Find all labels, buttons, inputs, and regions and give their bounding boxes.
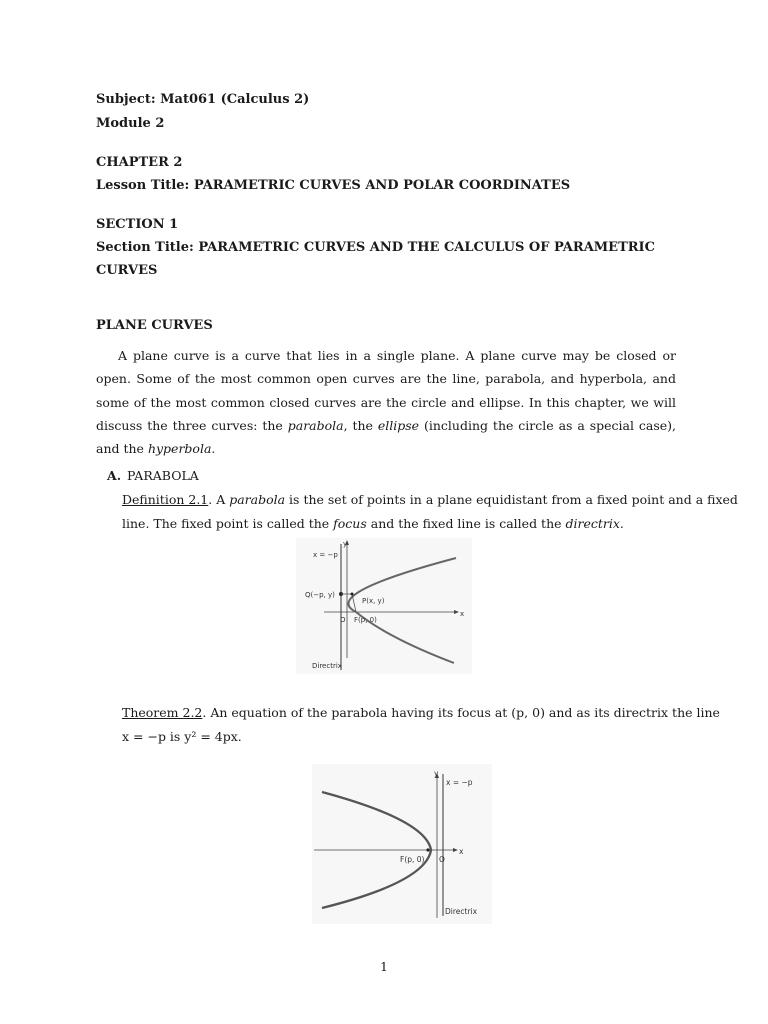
def-text-cont: is the set of points in a plane equidistant from a fixed point and a fixed — [285, 492, 738, 507]
section-title-label: Section Title: — [96, 240, 194, 255]
def-directrix: directrix — [565, 516, 620, 531]
intro-text: A plane curve is a curve that lies in a single plane. A plane curve may be closed or open. Some of the most common open curves are the line, parabola, and hyperbola, and some of the most common closed curves are the circle and ellipse. In this chapter, we will discuss the three curves: the — [96, 348, 676, 433]
focus-dot — [426, 848, 429, 851]
def-line2-text: line. The fixed point is called the — [122, 516, 334, 531]
lesson-title-line — [96, 178, 570, 193]
definition-label: Definition 2.1 — [122, 492, 209, 507]
term-parabola: parabola — [287, 417, 344, 433]
fig1-x-label: x — [460, 610, 465, 618]
intro-mid: (including the circle as a special case), and the — [96, 417, 676, 457]
section-title: PARAMETRIC CURVES AND THE CALCULUS OF PARAMETRIC — [198, 240, 655, 255]
fig2-directrix-eq: x = −p — [446, 778, 473, 787]
theorem-line2: x = −p is y² = 4px. — [122, 729, 242, 744]
def-term: parabola — [229, 492, 286, 507]
lesson-title: PARAMETRIC CURVES AND POLAR COORDINATES — [193, 178, 571, 193]
page-number: 1 — [380, 959, 388, 974]
definition-line2 — [122, 512, 624, 536]
intro-sep: , the — [343, 417, 378, 433]
def-line2-text-cont: and the fixed line is called the — [366, 516, 566, 531]
def-text: . A — [208, 492, 230, 507]
parabola-heading — [107, 464, 199, 488]
fig1-origin: O — [340, 616, 346, 624]
fig2-y-label: y — [434, 769, 439, 778]
intro-end: . — [211, 441, 216, 457]
parabola-title: PARABOLA — [127, 468, 199, 483]
fig1-point-q: Q(−p, y) — [305, 591, 335, 599]
subject-line: Subject: Mat061 (Calculus 2) — [96, 92, 310, 107]
theorem-line1 — [122, 701, 720, 725]
section-marker: A. — [107, 468, 122, 483]
fig2-focus: F(p, 0) — [400, 855, 425, 864]
section-title-continued: CURVES — [96, 263, 158, 278]
definition-line1 — [122, 488, 738, 512]
fig1-y-label: y — [343, 540, 348, 548]
def-end: . — [619, 516, 624, 531]
fig1-focus: F(p, 0) — [354, 616, 377, 624]
fig1-directrix-label: Directrix — [312, 662, 342, 670]
fig1-directrix-eq: x = −p — [313, 551, 338, 559]
parabola-figure-1 — [296, 538, 472, 674]
point-p-dot — [351, 593, 354, 596]
figure2-background — [312, 764, 492, 924]
section-line: SECTION 1 — [96, 217, 179, 232]
section-title-line — [96, 240, 655, 255]
theorem-text: . An equation of the parabola having its focus at (p, 0) and as its directrix the line — [202, 705, 720, 720]
theorem-label: Theorem 2.2 — [122, 705, 203, 720]
fig2-origin: O — [439, 855, 445, 864]
lesson-title-label: Lesson Title: — [96, 178, 190, 193]
fig2-x-label: x — [459, 847, 464, 856]
parabola-figure-2 — [312, 764, 492, 924]
term-ellipse: ellipse — [377, 417, 420, 433]
def-focus: focus — [333, 516, 367, 531]
fig1-point-p: P(x, y) — [362, 597, 385, 605]
plane-curves-intro — [96, 344, 676, 460]
fig2-directrix-label: Directrix — [445, 907, 478, 916]
module-line: Module 2 — [96, 116, 165, 131]
term-hyperbola: hyperbola — [147, 441, 212, 457]
plane-curves-heading: PLANE CURVES — [96, 318, 213, 333]
chapter-line: CHAPTER 2 — [96, 155, 183, 170]
